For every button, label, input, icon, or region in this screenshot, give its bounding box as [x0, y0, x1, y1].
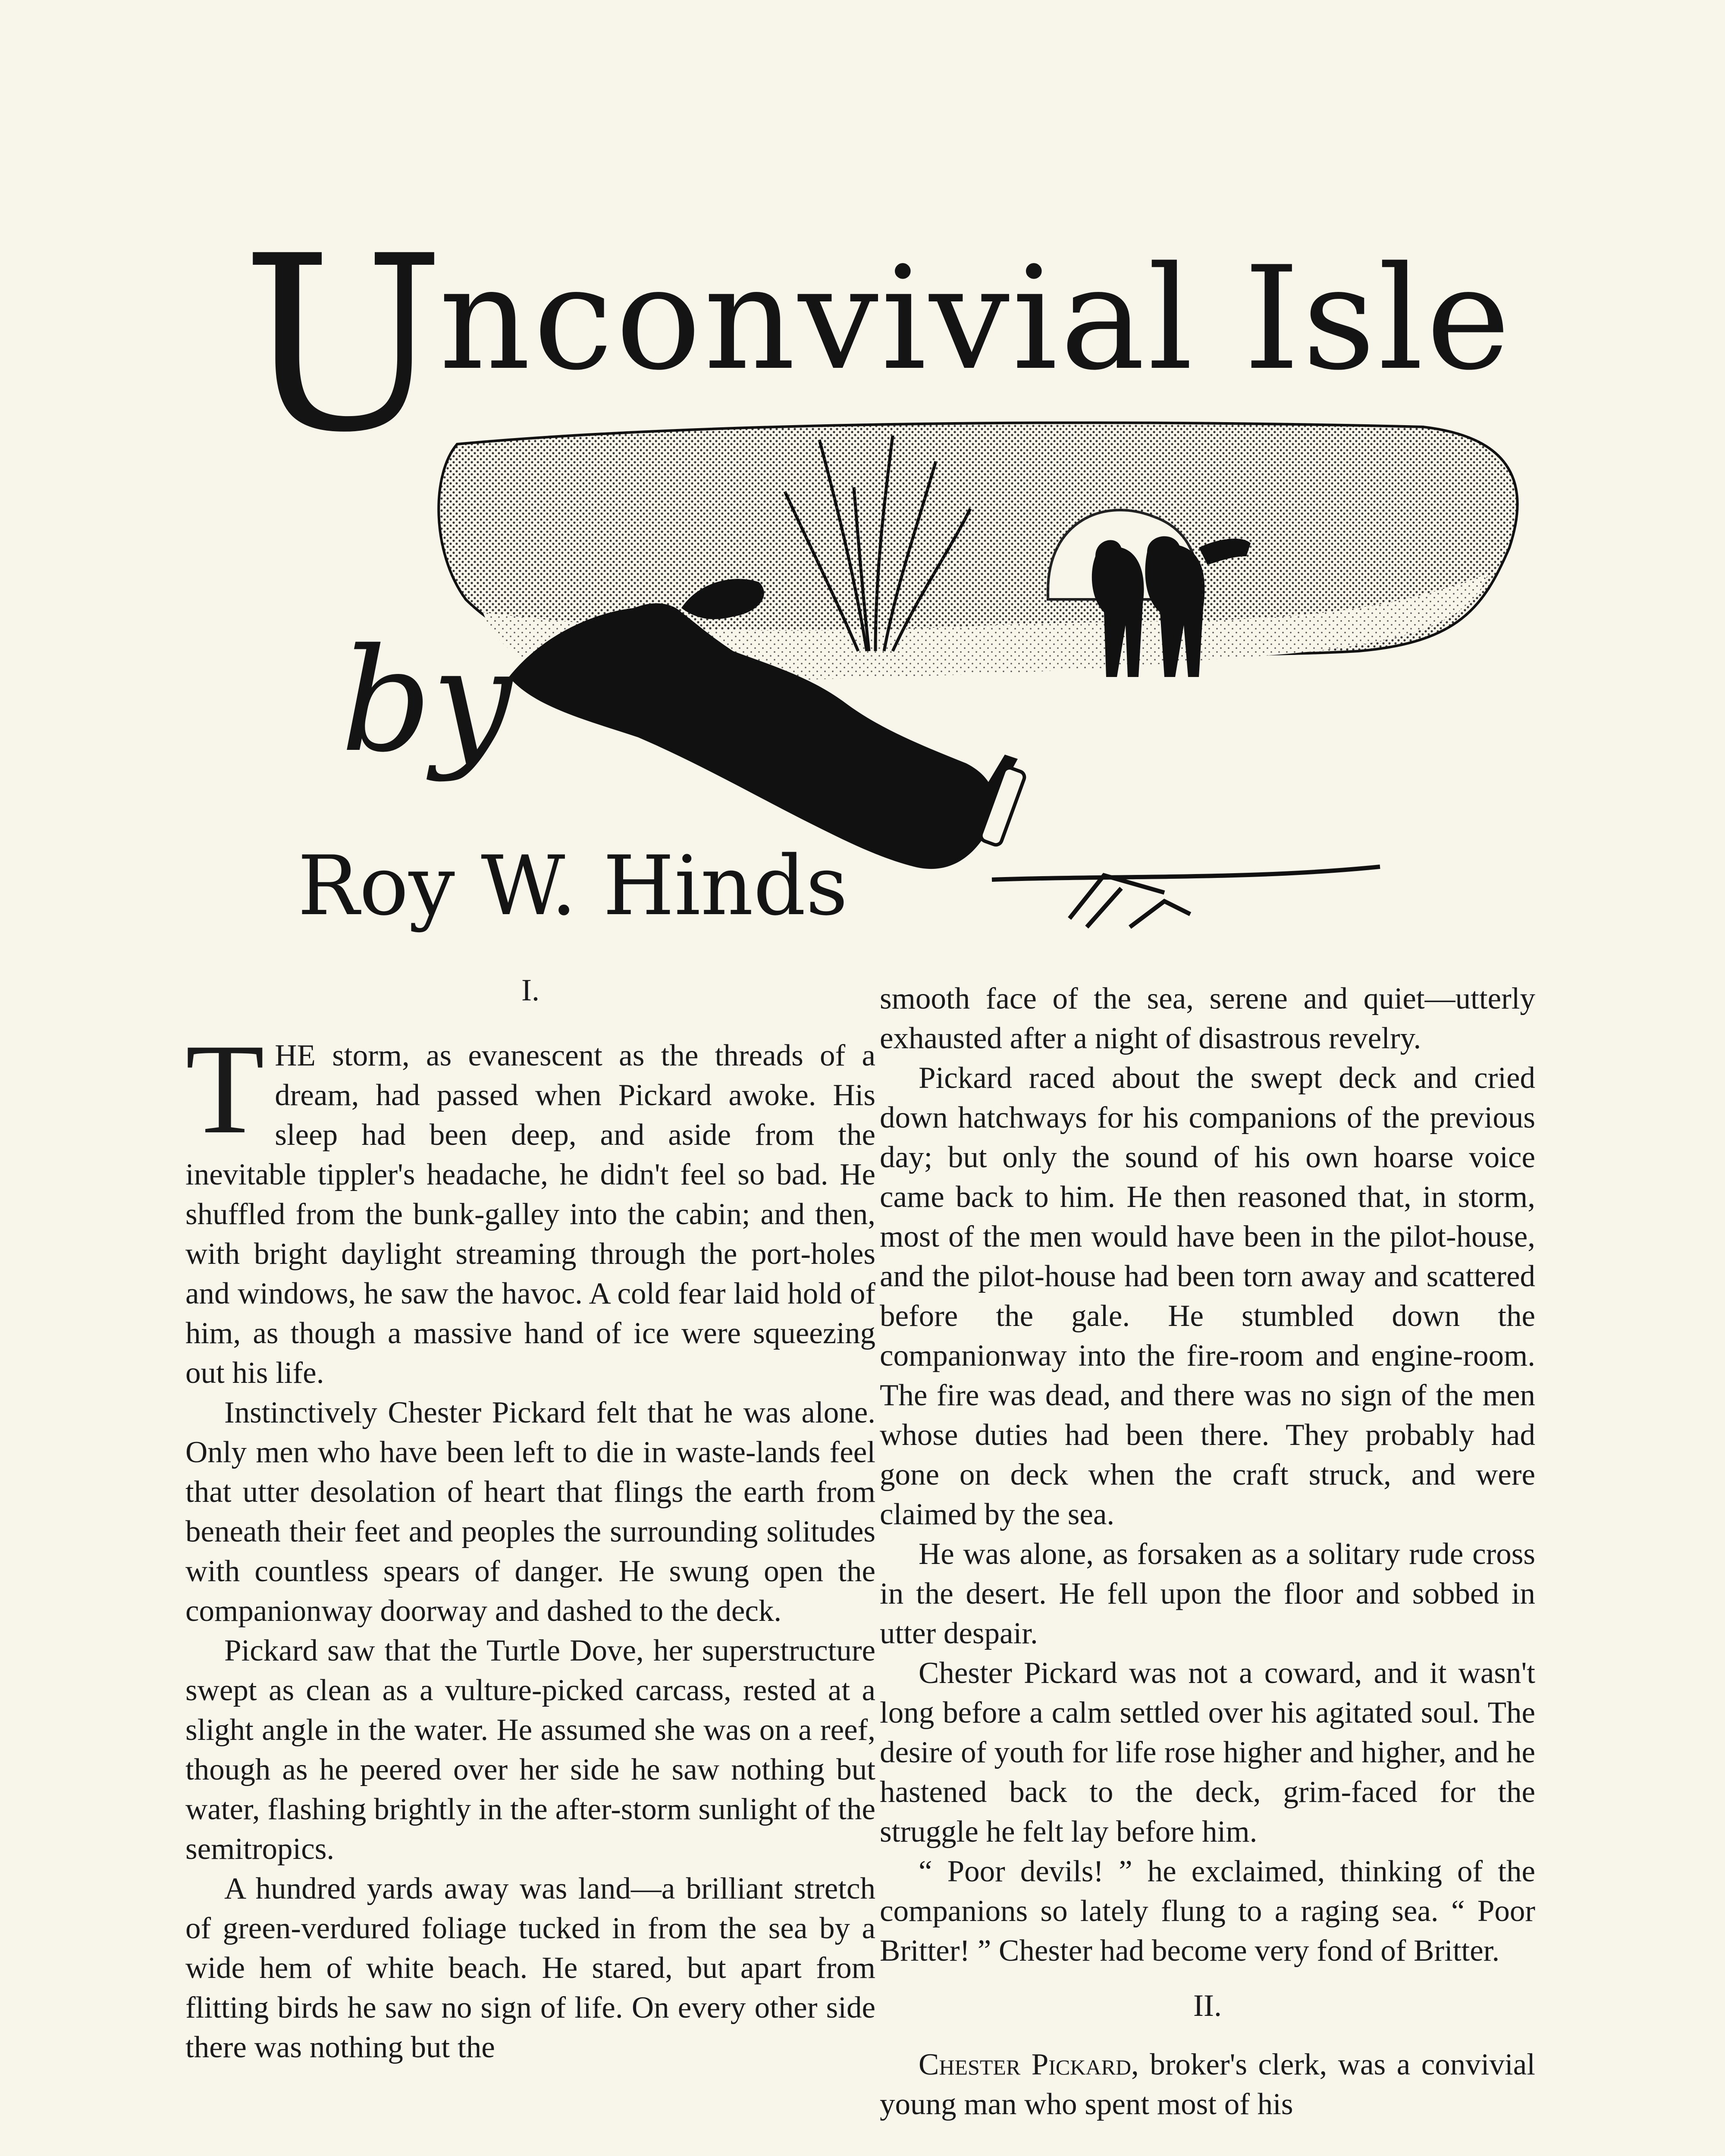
paragraph-text: HE storm, as evanescent as the threads of a dream, had passed when Pickard awoke. His sleep had been deep, and aside from the inevitable tippler's headache, he didn't feel so bad. He shuffled from the bunk-galley into the cabin; and then, with bright daylight streaming through the port-holes and windows, he saw the havoc. A cold fear laid hold of him, as though a massive hand of ice were squeezing out his life.: [185, 1039, 875, 1390]
wreck-debris: [992, 867, 1380, 927]
left-column: [185, 970, 875, 2067]
paragraph: smooth face of the sea, serene and quiet—utterly exhausted after a night of disastrous revelry.: [880, 982, 1535, 1055]
right-column: [880, 979, 1535, 2124]
paragraph: Instinctively Chester Pickard felt that he was alone. Only men who have been left to die in waste-lands feel that utter desolation of heart that flings the earth from beneath their feet and peoples the surrounding solitudes with countless spears of danger. He swung open the companionway doorway and dashed to the deck.: [185, 1396, 875, 1628]
byline-by: by: [341, 618, 512, 783]
section-heading-1: I.: [521, 973, 539, 1007]
section-heading-2: II.: [1193, 1988, 1222, 2023]
paragraph: Pickard saw that the Turtle Dove, her superstructure swept as clean as a vulture-picked carcass, rested at a slight angle in the water. He assumed she was on a reef, though as he peered over her side he saw nothing but water, flashing brightly in the after-storm sunlight of the semitropics.: [185, 1634, 875, 1866]
author-name: Roy W. Hinds: [298, 838, 848, 934]
paragraph: “ Poor devils! ” he exclaimed, thinking of the companions so lately flung to a raging sea. “ Poor Britter! ” Chester had become very fond of Britter.: [880, 1855, 1535, 1968]
paragraph: A hundred yards away was land—a brilliant stretch of green-verdured foliage tucked in from the sea by a wide hem of white beach. He stared, but apart from flitting birds he saw no sign of life. On every other side there was nothing but the: [185, 1872, 875, 2064]
title-initial: U: [242, 204, 448, 486]
drop-cap: T: [185, 1017, 265, 1160]
paragraph-text: , broker's clerk, was a convivial young man who spent most of his: [880, 2048, 1535, 2121]
paragraph: Chester Pickard was not a coward, and it wasn't long before a calm settled over his agitated soul. The desire of youth for life rose higher and higher, and he hastened back to the deck, grim-faced for the struggle he felt lay before him.: [880, 1656, 1535, 1849]
paragraph: [880, 2045, 1535, 2124]
paragraph: Pickard raced about the swept deck and cried down hatchways for his companions of the previous day; but only the sound of his own hoarse voice came back to him. He then reasoned that, in storm, most of the men would have been in the pilot-house, and the pilot-house had been torn away and scattered before the gale. He stumbled down the companionway into the fire-room and engine-room. The fire was dead, and there was no sign of the men whose duties had been there. They probably had gone on deck when the craft struck, and were claimed by the sea.: [880, 1061, 1535, 1531]
paragraph: [185, 1017, 875, 1393]
title-rest: nconvivial Isle: [439, 236, 1513, 401]
paragraph: He was alone, as forsaken as a solitary rude cross in the desert. He fell upon the floor and sobbed in utter despair.: [880, 1537, 1535, 1650]
name-smallcaps: Chester Pickard: [919, 2048, 1131, 2081]
